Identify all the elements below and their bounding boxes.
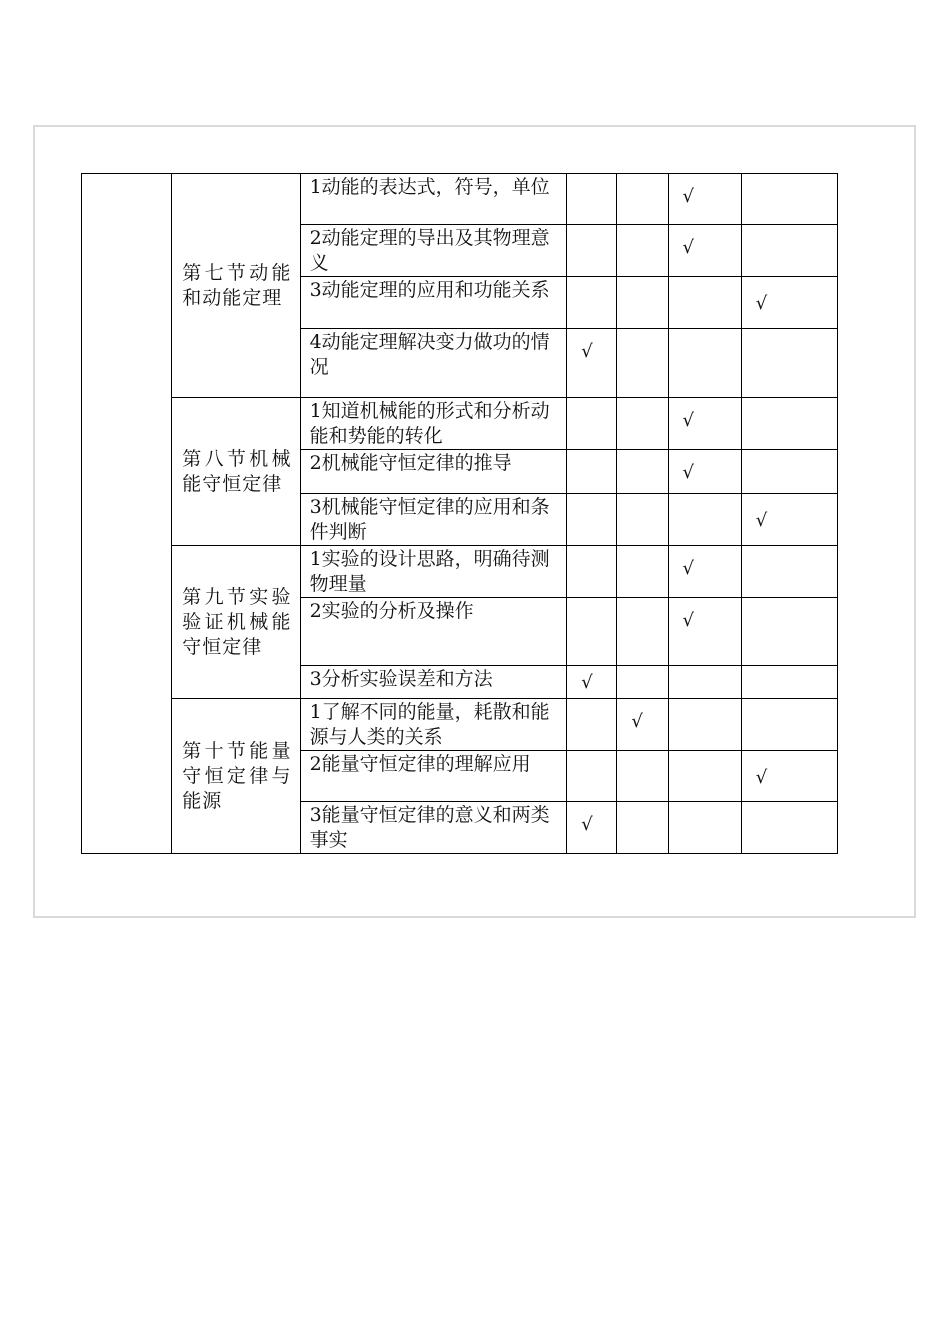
check-mark-icon: √ [581,814,593,835]
check-mark-icon: √ [755,510,768,531]
level-mark [567,666,617,699]
level-mark [668,546,741,598]
level-mark [617,329,668,398]
level-mark [617,751,668,802]
knowledge-point-text: 3动能定理的应用和功能关系 [309,279,550,301]
table-row [82,546,838,598]
level-mark [741,329,837,398]
knowledge-point [300,277,567,329]
level-mark [567,802,617,854]
knowledge-point [300,450,567,494]
level-mark [668,225,741,277]
check-mark-icon: √ [682,410,694,431]
level-mark [567,751,617,802]
level-mark [617,398,668,450]
level-mark [617,802,668,854]
level-mark [741,699,837,751]
level-mark [567,699,617,751]
knowledge-point-text: 1实验的设计思路，明确待测物理量 [309,548,550,595]
level-mark [617,666,668,699]
check-mark-icon: √ [631,711,643,732]
chapter-cell [82,174,172,854]
level-mark [617,450,668,494]
level-mark [741,666,837,699]
level-mark [741,598,837,666]
level-mark [741,802,837,854]
level-mark [617,277,668,329]
level-mark [668,277,741,329]
table-row [82,699,838,751]
knowledge-point [300,398,567,450]
table-row [82,174,838,225]
check-mark-icon: √ [682,237,694,258]
knowledge-point [300,699,567,751]
level-mark [668,329,741,398]
level-mark [741,174,837,225]
level-mark [567,277,617,329]
level-mark [741,751,837,802]
knowledge-point-text: 4动能定理解决变力做功的情况 [309,331,550,378]
knowledge-point-text: 3分析实验误差和方法 [309,668,493,690]
section-title-cell [172,699,300,854]
table-row [82,398,838,450]
check-mark-icon: √ [682,558,694,579]
section-title: 第九节实验验证机械能守恒定律 [182,585,292,658]
check-mark-icon: √ [682,186,694,207]
section-title-cell [172,546,300,699]
level-mark [617,494,668,546]
level-mark [741,277,837,329]
level-mark [567,598,617,666]
knowledge-point [300,802,567,854]
knowledge-point-text: 1了解不同的能量，耗散和能源与人类的关系 [309,701,550,748]
level-mark [668,751,741,802]
check-mark-icon: √ [581,341,593,362]
level-mark [668,666,741,699]
level-mark [567,174,617,225]
knowledge-point-text: 2实验的分析及操作 [309,600,474,622]
level-mark [741,398,837,450]
level-mark [567,398,617,450]
level-mark [617,699,668,751]
knowledge-point [300,666,567,699]
level-mark [741,450,837,494]
check-mark-icon: √ [581,672,593,693]
level-mark [668,174,741,225]
level-mark [617,174,668,225]
knowledge-point-text: 3能量守恒定律的意义和两类事实 [309,804,550,851]
level-mark [617,546,668,598]
check-mark-icon: √ [755,767,768,788]
level-mark [668,398,741,450]
section-title: 第八节机械能守恒定律 [182,447,292,495]
level-mark [567,329,617,398]
knowledge-point-text: 3机械能守恒定律的应用和条件判断 [309,496,550,543]
level-mark [668,802,741,854]
level-mark [617,225,668,277]
knowledge-point-text: 2能量守恒定律的理解应用 [309,753,531,775]
check-mark-icon: √ [682,462,694,483]
level-mark [668,598,741,666]
check-mark-icon: √ [755,293,768,314]
level-mark [567,546,617,598]
level-mark [567,494,617,546]
check-mark-icon: √ [682,610,694,631]
level-mark [567,450,617,494]
level-mark [668,450,741,494]
knowledge-point [300,225,567,277]
level-mark [567,225,617,277]
section-title: 第十节能量守恒定律与能源 [182,739,292,812]
level-mark [668,494,741,546]
level-mark [617,598,668,666]
knowledge-point [300,598,567,666]
knowledge-point-text: 2动能定理的导出及其物理意义 [309,227,550,274]
section-title-cell [172,174,300,398]
section-title-cell [172,398,300,546]
knowledge-point [300,494,567,546]
section-title: 第七节动能和动能定理 [182,261,292,309]
level-mark [741,225,837,277]
level-mark [741,494,837,546]
level-mark [741,546,837,598]
knowledge-point-text: 1知道机械能的形式和分析动能和势能的转化 [309,400,550,447]
syllabus-table [81,173,838,854]
knowledge-point [300,329,567,398]
knowledge-point [300,751,567,802]
level-mark [668,699,741,751]
knowledge-point-text: 2机械能守恒定律的推导 [309,452,512,474]
knowledge-point-text: 1动能的表达式，符号，单位 [309,176,550,198]
knowledge-point [300,174,567,225]
knowledge-point [300,546,567,598]
